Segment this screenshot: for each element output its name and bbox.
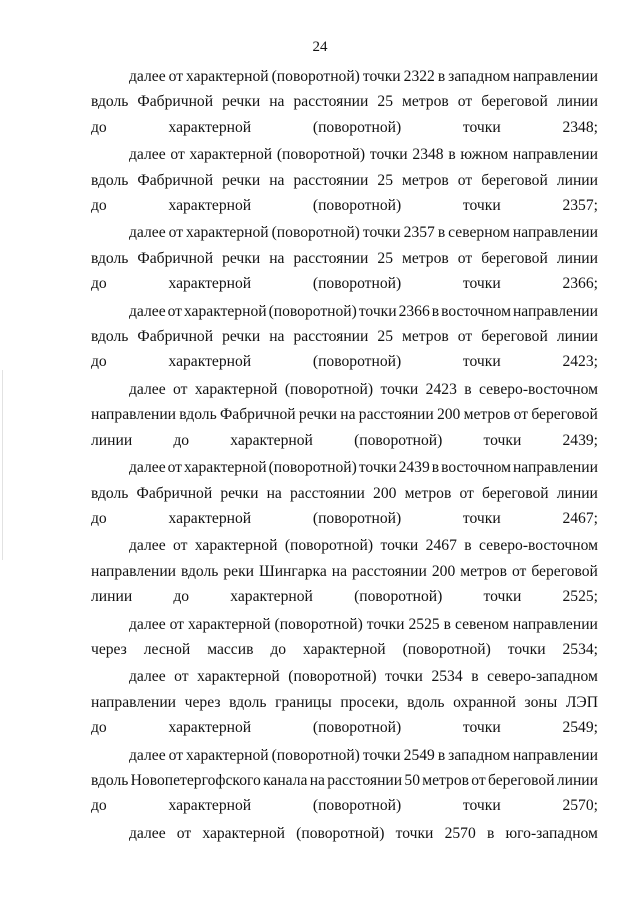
text-line: направлении вдоль Фабричной речки на расстоянии 200 метров от береговой [91, 406, 598, 424]
text-line: вдоль Фабричной речки на расстоянии 25 метров от береговой линии [91, 249, 598, 267]
text-line: далее от характерной (поворотной) точки 2467 в северо-восточном [129, 537, 598, 555]
text-line: линии до характерной (поворотной) точки 2525; [91, 588, 598, 606]
text-line: линии до характерной (поворотной) точки 2439; [91, 431, 598, 449]
text-line: через лесной массив до характерной (поворотной) точки 2534; [91, 640, 598, 658]
text-line: далее от характерной (поворотной) точки 2439 в восточном направлении [129, 459, 598, 477]
paragraph [91, 142, 598, 218]
paragraph [91, 821, 598, 846]
text-line: вдоль Фабричной речки на расстоянии 25 метров от береговой линии [91, 93, 598, 111]
text-line: далее от характерной (поворотной) точки 2423 в северо-восточном [129, 380, 598, 398]
text-line: далее от характерной (поворотной) точки 2322 в западном направлении [129, 68, 598, 85]
text-line: далее от характерной (поворотной) точки 2525 в севеном направлении [129, 615, 598, 633]
text-line: вдоль Фабричной речки на расстоянии 200 метров от береговой линии [91, 484, 598, 502]
text-line: вдоль Фабричной речки на расстоянии 25 метров от береговой линии [91, 171, 598, 189]
paragraph [91, 743, 598, 819]
text-line: до характерной (поворотной) точки 2467; [91, 509, 598, 527]
text-line: до характерной (поворотной) точки 2348; [91, 118, 598, 136]
document-body [91, 64, 598, 848]
paragraph [91, 220, 598, 296]
paragraph [91, 664, 598, 740]
paragraph [91, 533, 598, 609]
text-line: далее от характерной (поворотной) точки 2534 в северо-западном [129, 668, 598, 686]
text-line: направлении через вдоль границы просеки, вдоль охранной зоны ЛЭП [91, 693, 598, 711]
text-line: вдоль Фабричной речки на расстоянии 25 метров от береговой линии [91, 328, 598, 346]
text-line: до характерной (поворотной) точки 2357; [91, 197, 598, 215]
text-line: далее от характерной (поворотной) точки 2357 в северном направлении [129, 224, 598, 242]
text-line: далее от характерной (поворотной) точки 2366 в восточном направлении [129, 302, 598, 320]
paragraph [91, 299, 598, 375]
text-line: вдоль Новопетергофского канала на расстоянии 50 метров от береговой линии [91, 771, 598, 789]
text-line: до характерной (поворотной) точки 2423; [91, 353, 598, 371]
text-line: до характерной (поворотной) точки 2549; [91, 719, 598, 737]
paragraph [91, 377, 598, 453]
scan-edge-mark [2, 370, 6, 560]
text-line: направлении вдоль реки Шингарка на расстоянии 200 метров от береговой [91, 562, 598, 580]
text-line: далее от характерной (поворотной) точки 2570 в юго-западном [129, 824, 598, 842]
text-line: до характерной (поворотной) точки 2366; [91, 275, 598, 293]
text-line: далее от характерной (поворотной) точки 2549 в западном направлении [129, 746, 598, 764]
text-line: до характерной (поворотной) точки 2570; [91, 797, 598, 815]
page-number: 24 [312, 39, 328, 55]
paragraph [91, 455, 598, 531]
text-line: далее от характерной (поворотной) точки 2348 в южном направлении [129, 146, 598, 164]
paragraph [91, 64, 598, 140]
paragraph [91, 612, 598, 663]
